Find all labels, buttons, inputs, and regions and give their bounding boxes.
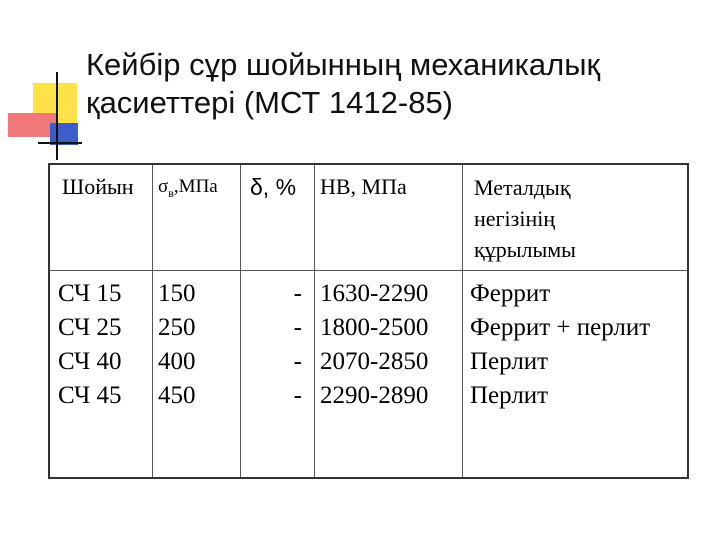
hardness-cell: 1800-2500 — [320, 314, 429, 341]
slide-title-line-2: қасиеттері (МСТ 1412-85) — [86, 85, 454, 120]
strength-cell: 150 — [158, 280, 196, 307]
elongation-cell: - — [293, 382, 302, 409]
header-elongation: δ, % — [250, 174, 297, 200]
slide-title — [86, 46, 686, 122]
header-structure-line-3: құрылымы — [474, 237, 576, 262]
grade-cell: СЧ 15 — [58, 280, 122, 307]
header-matrix-structure — [474, 172, 576, 265]
header-sigma-unit: ,МПа — [173, 176, 218, 197]
structure-cell: Феррит + перлит — [470, 314, 651, 341]
elongation-cell: - — [293, 314, 302, 341]
grade-cell: СЧ 45 — [58, 382, 122, 409]
elongation-cell: - — [293, 348, 302, 375]
structure-cell: Феррит — [470, 280, 551, 307]
header-sigma-subscript: в — [168, 185, 174, 200]
hardness-cell: 2070-2850 — [320, 348, 429, 375]
structure-cell: Перлит — [470, 348, 549, 375]
decorative-horizontal-line — [38, 142, 82, 144]
column-structure — [470, 277, 650, 413]
elongation-cell: - — [293, 280, 302, 307]
column-elongation — [246, 277, 302, 413]
slide-title-line-1: Кейбір сұр шойынның механикалық — [86, 47, 601, 82]
header-structure-line-1: Металдық — [474, 175, 571, 200]
column-divider — [462, 165, 463, 477]
strength-cell: 250 — [158, 314, 196, 341]
header-cast-iron: Шойын — [62, 174, 134, 199]
structure-cell: Перлит — [470, 382, 549, 409]
decorative-vertical-line — [56, 72, 58, 160]
column-divider — [240, 165, 241, 477]
hardness-cell: 1630-2290 — [320, 280, 429, 307]
header-hardness: НВ, МПа — [320, 174, 407, 199]
header-structure-line-2: негізінің — [474, 206, 556, 231]
hardness-cell: 2290-2890 — [320, 382, 429, 409]
column-divider — [314, 165, 315, 477]
properties-table — [48, 163, 689, 479]
grade-cell: СЧ 40 — [58, 348, 122, 375]
column-divider — [152, 165, 153, 477]
column-hardness — [320, 277, 428, 413]
header-tensile-strength — [158, 172, 218, 208]
strength-cell: 400 — [158, 348, 196, 375]
grade-cell: СЧ 25 — [58, 314, 122, 341]
strength-cell: 450 — [158, 382, 196, 409]
header-divider — [50, 270, 687, 271]
column-grade — [58, 277, 122, 413]
header-sigma-symbol: σ — [158, 176, 169, 197]
column-strength — [158, 277, 196, 413]
